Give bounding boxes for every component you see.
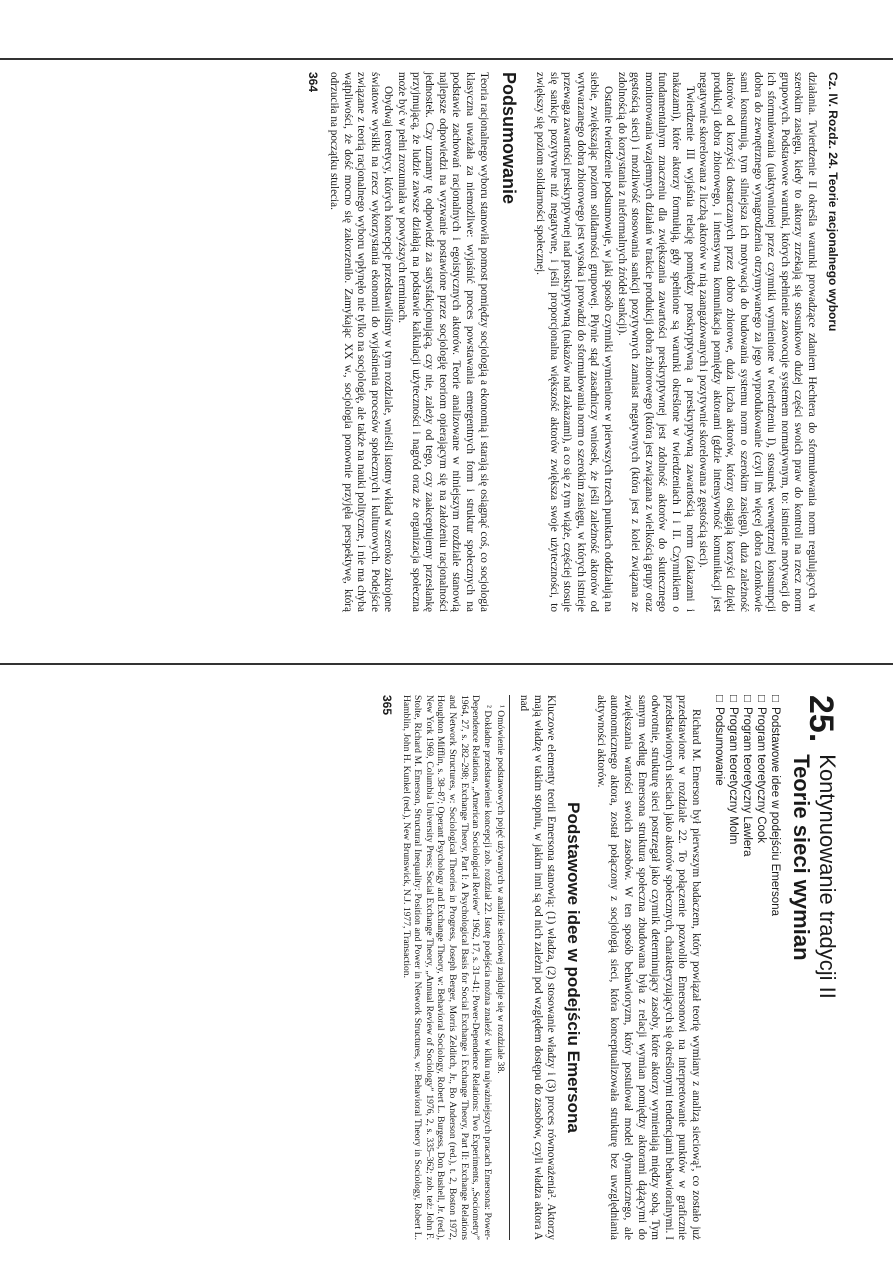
chapter-number: 25.: [802, 695, 840, 743]
section-title-emerson: Podstawowe idee w podejściu Emersona: [564, 802, 584, 1133]
running-head: Cz. IV. Rozdz. 24. Teorie racjonalnego wyboru: [826, 72, 840, 332]
toc-item: □ Program teoretyczny Lawlera: [740, 695, 754, 1240]
chapter-title-line1: Kontynuowanie tradycji II: [815, 754, 840, 999]
scan-edge-rule: [0, 58, 893, 60]
footnote: ¹ Omówienie podstawowych pojęć używanych w analizie sieciowej znajduje się w rozdziale 38.: [495, 705, 507, 1074]
chapter-title: [788, 754, 840, 999]
summary-paragraph: Obydwaj teoretycy, których koncepcje przedstawiliśmy w tym rozdziale, wnieśli istotny wkład w szeroko zakrojone światowe wysiłki na rzecz wykorzystania ekonomii do wyjaśnienia procesów społecznych i kulturowych. Podejście związane z teorią racjonalnego wyboru wpłynęło nie tylko na socjologię, ale także na nauki polityczne, i nie ma chyba wątpliwości, że dość mocno się zakorzeniło. Zamykając XX w., socjologia ponownie przyjęła perspektywę, którą odrzuciła na początku stulecia.: [328, 72, 395, 612]
intro-paragraph: Richard M. Emerson był pierwszym badaczem, który powiązał teorię wymiany z analizą sieciową¹, co zostało już przedstawione w rozdziale 22. To połączenie pozwoliło Emersonowi na interpretowanie punktów w graficznie przedstawionych sieciach jako aktorów społecznych, charakteryzujących się określonymi tendencjami behawioralnymi. I odwrotnie, strukturę sieci postrzegał jako czynnik determinujący zasoby, które aktorzy wymieniają między sobą. Tym samym według Emersona struktura społeczna zbudowana była z relacji wymian pomiędzy aktorami dążącymi do zwiększania wartości swoich zasobów. W ten sposób behawioryzm, który postulował model dynamicznego, ale autonomicznego aktora, został połączony z socjologią sieci, która konceptualizowała strukturę bez uwzględniania aktywności aktorów.: [594, 695, 702, 1240]
paragraph: Ostatnie twierdzenie podsumowuje, w jaki sposób czynniki wymienione w pierwszych trzech punktach oddziałują na siebie, zwiększając poziom solidarności grupowej. Płynie stąd zasadniczy wniosek, że jeśli zależność aktorów od wytwarzanego dobra zbiorowego jest wysoka i prowadzi do sformułowania norm o szerokim zasięgu, w których istnieje przewaga zawartości preskryptywnej nad proskryptywną (nakazów nad zakazami), a co się z tym wiąże, częściej stosuje się sankcje pozytywne niż negatywne, i jeśli proporcjonalna większość aktorów zwiększa swoje użyteczności, to zwiększy się poziom solidarności społecznej.: [534, 72, 615, 612]
toc-item: □ Program teoretyczny Cook: [754, 695, 768, 1240]
page-number: 364: [306, 72, 321, 93]
summary-paragraph: Teoria racjonalnego wyboru stanowiła pomost pomiędzy socjologią a ekonomią i starają się osiągnąć coś, co socjologia klasyczna uważała za niemożliwe: wyjaśnić proces powstawania emergentnych form i struktur społecznych na podstawie zachowań racjonalnych i egoistycznych aktorów. Teorie analizowane w niniejszym rozdziale stanowią najlepsze odpowiedzi na wyzwanie postawione przez socjologię teoriom opierającym się na założeniu racjonalności jednostek. Czy uznamy tę odpowiedź za satysfakcjonującą, czy nie, zależy od tego, czy zaakceptujemy przesłankę przyjmującą, że ludzie zawsze działają na podstawie kalkulacji użyteczności i nagród oraz że organizacja społeczna może być w pełni zrozumiała w powyższych terminach.: [395, 72, 490, 612]
footnote: ² Dokładne przedstawienie koncepcji zob. rozdział 22. Istotę podejścia można znaleźć w kilku najważniejszych pracach Emersona: Power-Dependence Relations, „American Sociological Review” 1962, 17, s. 31–41; Power-Dependence Relations: Two Experiments, „Sociometry” 1964, 27, s. 282–298; Exchange Theory, Part I: A Psychological Basis for Social Exchange i Exchange Theory, Part II: Exchange Relations and Network Structures, w: Sociological Theories in Progress, Joseph Berger, Morris Zelditch, Jr., Bo Anderson (red.), t. 2, Boston 1972, Houghton Mifflin, s. 38–87; Operant Psychology and Exchange Theory, w: Behavioral Sociology, Robert L. Burgess, Don Bushell, Jr. (red.), New York 1969, Columbia University Press; Social Exchange Theory, „Annual Review of Sociology” 1976, 2, s. 335–362; zob. też: John F. Stolte, Richard M. Emerson, Structural Inequality: Position and Power in Network Structures, w: Behavioral Theory in Sociology, Robert L. Hamblin, John H. Kunkel (red.), New Brunswick, N.J. 1977, Transaction.: [400, 695, 493, 1240]
page-365: [0, 655, 893, 1263]
toc-item: □ Podsumowanie: [712, 695, 726, 1240]
chapter-title-line2: Teorie sieci wymian: [789, 754, 814, 961]
paragraph: Twierdzenie III wyjaśnia relację pomiędzy proskryptywną a preskryptywną zawartością norm (zakazami i nakazami), które aktorzy formułują, gdy spełnione są warunki określone w twierdzeniach I i II. Czynnikiem o fundamentalnym znaczeniu dla zwiększania zawartości preskryptywnej jest zdolność aktorów do skutecznego monitorowania wzajemnych działań w trakcie produkcji dobra zbiorowego (która jest związana z wielkością grupy oraz gęstością sieci) i możliwość stosowania sankcji pozytywnych zamiast negatywnych (która jest z kolei związana ze zdolnością do korzystania z nieformalnych źródeł sankcji).: [615, 72, 696, 612]
chapter-contents-list: [712, 695, 782, 1240]
page-365-content: [60, 695, 840, 1240]
scan-edge-rule: [0, 663, 893, 665]
footnotes: [400, 695, 510, 1240]
page-364-content: [60, 72, 840, 612]
paragraph: działania. Twierdzenie II określa warunki prowadzące zdaniem Hechtera do sformułowania norm regulujących w szerokim zasięgu, kiedy to aktorzy zrzekają się stosunkowo dużej części swoich praw do kontroli na rzecz norm grupowych. Podstawowe warunki, których spełnienie zaowocuje systemem normatywnym, to: istnienie motywacji do ich sformułowania (uaktywnionej przez czynniki wymienione w twierdzeniu I), stosunek wewnętrznej konsumpcji dobra do zewnętrznego wynagrodzenia otrzymywanego za jego wyprodukowanie (czyli im więcej dobra członkowie sami konsumują, tym silniejsza ich motywacja do budowania systemu norm o szerokim zasięgu), duża zależność aktorów od korzyści dostarczanych przez dobro zbiorowe, duża liczba aktorów, którzy osiągają korzyści dzięki produkcji dobra zbiorowego, i intensywna komunikacja pomiędzy aktorami (gdzie intensywność komunikacji jest negatywnie skorelowana z liczbą aktorów w nią zaangażowanych i pozytywnie skorelowana z gęstością sieci).: [697, 72, 818, 612]
section-title-summary: Podsumowanie: [498, 72, 519, 205]
toc-item: □ Program teoretyczny Molm: [726, 695, 740, 1240]
chapter-heading: [788, 695, 840, 1240]
section-paragraph: Kluczowe elementy teorii Emersona stanowią: (1) władza, (2) stosowanie władzy i (3) proces równoważenia². Aktorzy mają władzę w takim stopniu, w jakim inni są od nich zależni pod względem dostępu do zasobów, czyli władza aktora A nad: [518, 695, 558, 1240]
toc-item: □ Podstawowe idee w podejściu Emersona: [768, 695, 782, 1240]
page-number: 365: [380, 695, 395, 716]
